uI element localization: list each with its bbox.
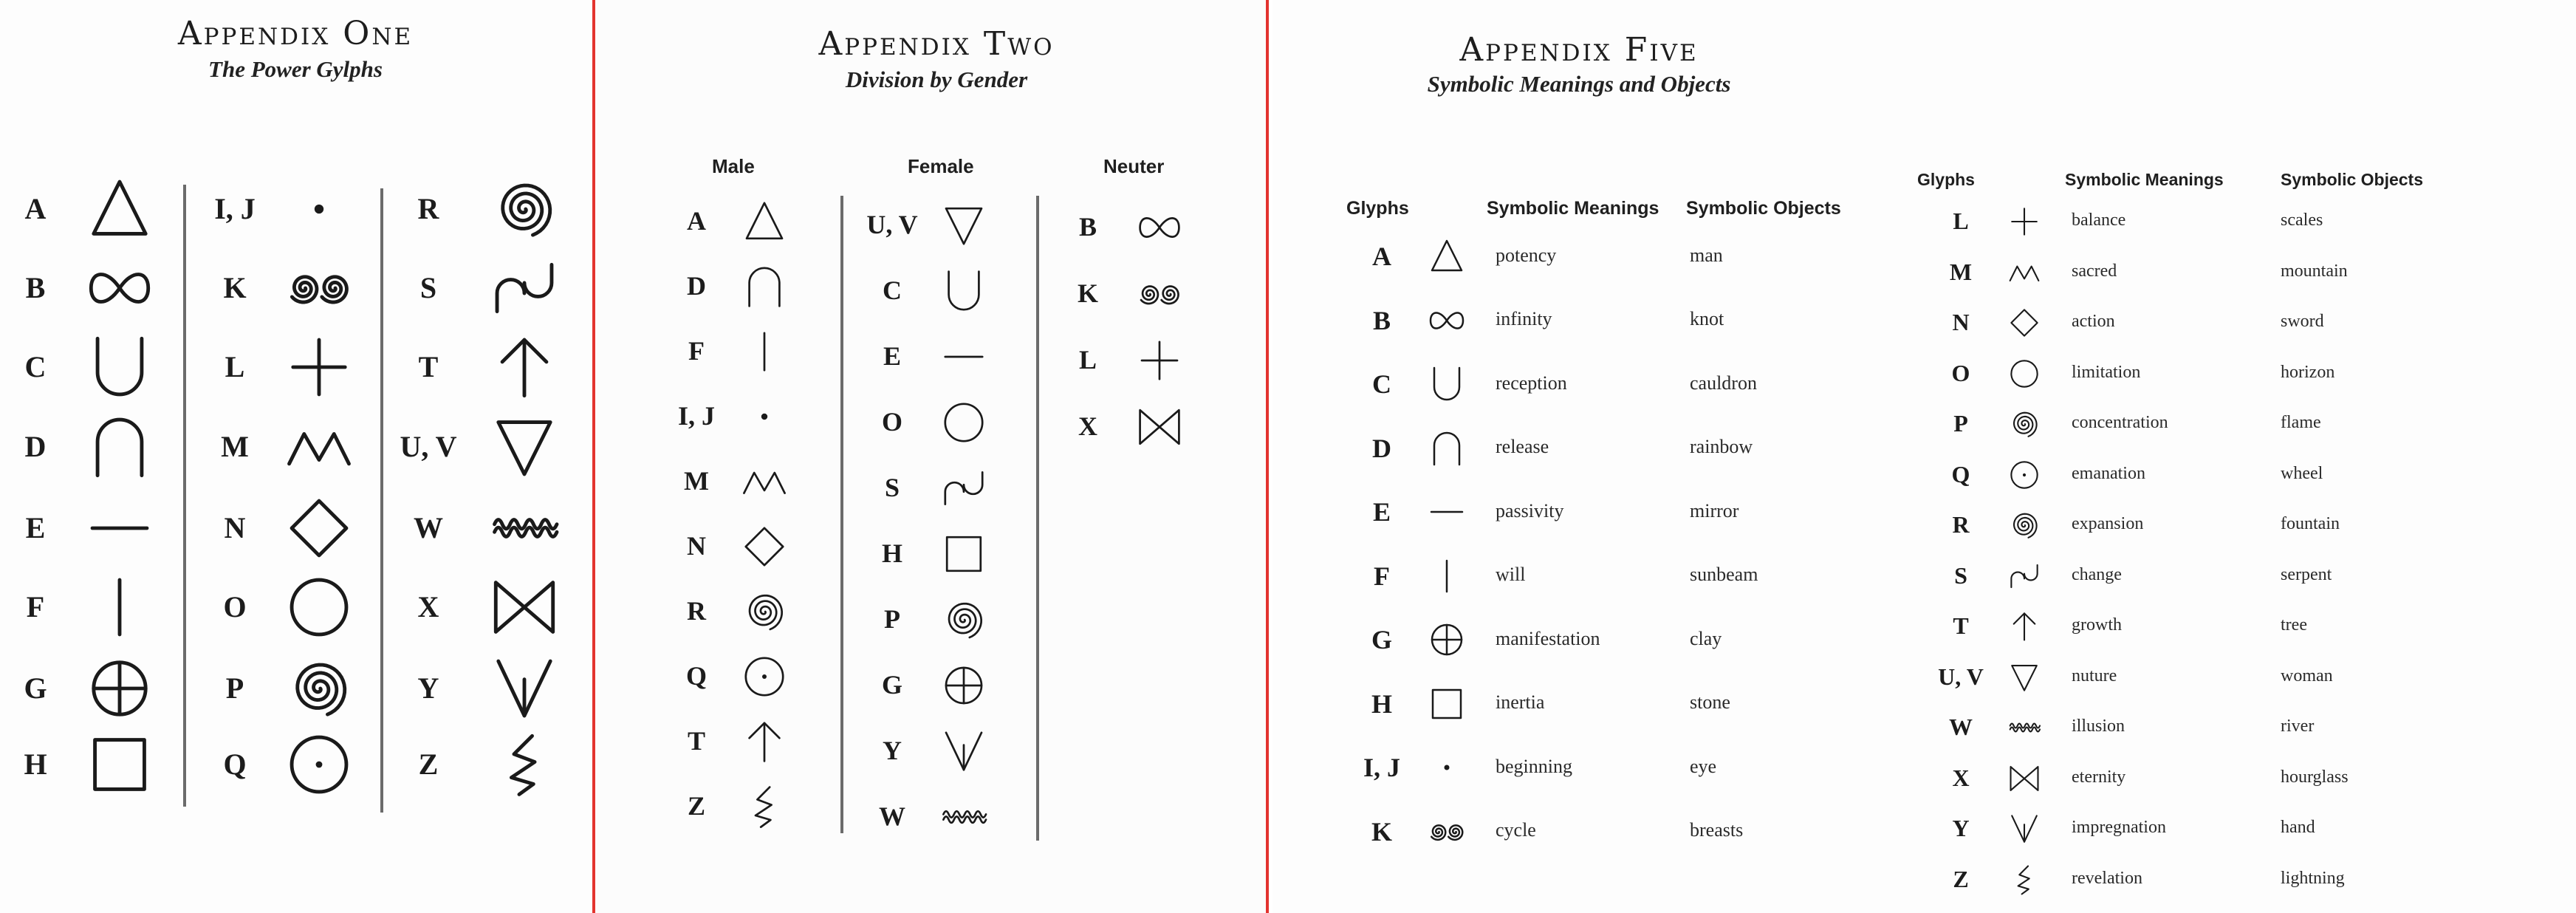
glyph-letter: D <box>687 271 706 301</box>
glyph-letter: I, J <box>677 401 716 431</box>
glyph-letter: N <box>224 511 246 544</box>
s-curve-glyph-icon <box>2009 561 2040 592</box>
glyph-letter: P <box>1953 410 1968 437</box>
bowtie-glyph-icon <box>1137 405 1182 449</box>
arrow-up-glyph-icon <box>492 335 557 400</box>
circle-cross-glyph-icon <box>87 656 152 721</box>
symbolic-meaning: expansion <box>2072 514 2144 534</box>
symbolic-meaning: passivity <box>1496 499 1564 522</box>
appendix-five-title: Appendix Five <box>1459 31 1699 69</box>
glyph-letter: B <box>25 271 46 304</box>
infinity-glyph-icon <box>87 256 152 321</box>
symbolic-meaning: eternity <box>2072 767 2126 787</box>
glyph-letter: T <box>687 726 706 756</box>
symbolic-object: mountain <box>2281 261 2348 281</box>
glyph-letter: D <box>24 430 47 463</box>
glyph-letter: H <box>1371 688 1393 719</box>
glyph-letter: B <box>1372 305 1391 335</box>
dot-glyph-icon <box>287 177 352 242</box>
glyph-letter: W <box>879 801 905 831</box>
appendix-two-subtitle: Division by Gender <box>845 66 1028 92</box>
glyph-letter: M <box>684 466 709 496</box>
infinity-glyph-icon <box>1428 302 1465 339</box>
glyph-letter: C <box>24 350 47 383</box>
glyph-letter: L <box>225 350 245 383</box>
arch-glyph-icon <box>742 264 787 309</box>
cup-glyph-icon <box>87 335 152 400</box>
glyph-letter: E <box>883 341 902 371</box>
arrow-up-glyph-icon <box>2009 611 2040 642</box>
bowtie-glyph-icon <box>492 575 557 640</box>
glyph-letter: M <box>221 430 249 463</box>
symbolic-object: scales <box>2281 211 2323 230</box>
glyph-letter: N <box>1952 309 1970 336</box>
cup-glyph-icon <box>1428 366 1465 403</box>
lightning-glyph-icon <box>2009 864 2040 895</box>
plus-glyph-icon <box>287 335 352 400</box>
appendix-five-panel <box>1272 0 2576 913</box>
triangle-down-glyph-icon <box>942 203 986 247</box>
column-header-glyphs: Glyphs <box>1346 198 1409 219</box>
symbolic-object: lightning <box>2281 868 2345 888</box>
double-spiral-glyph-icon <box>287 256 352 321</box>
symbolic-meaning: potency <box>1496 244 1557 266</box>
symbolic-object: hand <box>2281 818 2315 838</box>
spiral-glyph-icon <box>287 656 352 721</box>
hline-glyph-icon <box>942 335 986 379</box>
symbolic-meaning: growth <box>2072 615 2122 635</box>
symbolic-object: flame <box>2281 413 2321 433</box>
arch-glyph-icon <box>1428 430 1465 467</box>
glyph-letter: S <box>1954 561 1967 589</box>
symbolic-meaning: nuture <box>2072 666 2117 685</box>
glyph-letter: Z <box>418 748 439 781</box>
glyph-letter: Z <box>1953 865 1969 892</box>
square-glyph-icon <box>87 732 152 797</box>
gender-column-heading: Female <box>908 155 974 177</box>
spiral-glyph-icon <box>492 177 557 242</box>
hline-glyph-icon <box>87 496 152 561</box>
fork-glyph-icon <box>2009 813 2040 844</box>
symbolic-meaning: impregnation <box>2072 818 2166 838</box>
panel-divider <box>592 0 595 913</box>
glyph-letter: X <box>1952 764 1970 791</box>
symbolic-object: clay <box>1690 627 1722 649</box>
s-curve-glyph-icon <box>942 466 986 510</box>
symbolic-object: breasts <box>1690 819 1744 841</box>
glyph-letter: H <box>881 538 903 568</box>
column-header-meanings: Symbolic Meanings <box>1487 198 1659 219</box>
glyph-letter: E <box>1372 497 1391 527</box>
column-header-glyphs: Glyphs <box>1917 170 1975 189</box>
arch-glyph-icon <box>87 414 152 479</box>
glyph-letter: C <box>1372 369 1391 400</box>
symbolic-object: stone <box>1690 691 1730 714</box>
circle-glyph-icon <box>2009 358 2040 389</box>
glyph-letter: R <box>687 596 706 626</box>
glyph-letter: M <box>1949 258 1973 285</box>
zigzag-glyph-icon <box>742 459 787 504</box>
zigzag-glyph-icon <box>2009 257 2040 288</box>
symbolic-object: hourglass <box>2281 767 2349 787</box>
spiral-glyph-icon <box>942 598 986 642</box>
glyph-letter: S <box>884 473 900 502</box>
double-spiral-glyph-icon <box>1137 272 1182 316</box>
glyph-letter: X <box>417 590 439 623</box>
triangle-down-glyph-icon <box>492 414 557 479</box>
symbolic-meaning: emanation <box>2072 463 2145 483</box>
triangle-up-glyph-icon <box>87 177 152 242</box>
symbolic-meaning: change <box>2072 564 2122 584</box>
glyph-letter: C <box>883 276 902 305</box>
symbolic-object: sunbeam <box>1690 564 1758 586</box>
symbolic-meaning: balance <box>2072 211 2126 230</box>
panel-divider <box>1266 0 1269 913</box>
fork-glyph-icon <box>492 656 557 721</box>
symbolic-object: knot <box>1690 308 1724 330</box>
glyph-letter: F <box>26 590 45 623</box>
symbolic-object: man <box>1690 244 1723 266</box>
glyph-letter: Q <box>223 748 247 781</box>
column-header-objects: Symbolic Objects <box>2281 170 2424 189</box>
glyph-letter: E <box>25 511 46 544</box>
vline-glyph-icon <box>87 575 152 640</box>
symbolic-object: rainbow <box>1690 436 1753 458</box>
appendix-five-subtitle: Symbolic Meanings and Objects <box>1427 71 1731 97</box>
appendix-one-subtitle: The Power Gylphs <box>208 56 383 82</box>
column-header-meanings: Symbolic Meanings <box>2065 170 2224 189</box>
diamond-glyph-icon <box>287 496 352 561</box>
glyph-letter: P <box>884 604 900 634</box>
glyph-letter: O <box>1951 359 1970 386</box>
glyph-letter: W <box>414 511 443 544</box>
symbolic-meaning: action <box>2072 312 2115 332</box>
dot-glyph-icon <box>742 394 787 439</box>
symbolic-object: mirror <box>1690 499 1739 522</box>
symbolic-meaning: infinity <box>1496 308 1552 330</box>
symbolic-meaning: limitation <box>2072 362 2141 382</box>
circle-cross-glyph-icon <box>942 663 986 708</box>
glyph-letter: I, J <box>214 192 256 225</box>
glyph-letter: K <box>1077 278 1099 308</box>
glyph-letter: B <box>1078 212 1097 242</box>
symbolic-object: river <box>2281 717 2315 736</box>
glyph-letter: G <box>881 670 903 700</box>
glyph-letter: F <box>1374 561 1390 591</box>
column-rule <box>840 196 843 833</box>
symbolic-meaning: revelation <box>2072 868 2142 888</box>
column-rule <box>380 188 383 813</box>
glyph-letter: N <box>687 531 706 561</box>
cup-glyph-icon <box>942 269 986 313</box>
glyph-letter: S <box>419 271 437 304</box>
glyph-letter: G <box>24 671 47 705</box>
glyph-letter: L <box>1953 208 1969 235</box>
circle-dot-glyph-icon <box>287 732 352 797</box>
symbolic-object: cauldron <box>1690 372 1757 394</box>
glyph-letter: Y <box>1952 815 1970 842</box>
glyph-letter: A <box>687 206 706 236</box>
column-rule <box>1036 196 1039 841</box>
symbolic-meaning: cycle <box>1496 819 1536 841</box>
glyph-letter: U, V <box>1938 663 1984 690</box>
triangle-up-glyph-icon <box>1428 238 1465 275</box>
arrow-up-glyph-icon <box>742 719 787 764</box>
column-header-objects: Symbolic Objects <box>1686 198 1841 219</box>
column-rule <box>183 185 186 807</box>
glyph-letter: H <box>24 748 47 781</box>
glyph-letter: Z <box>687 791 706 821</box>
glyph-letter: Y <box>883 736 902 765</box>
vline-glyph-icon <box>742 329 787 374</box>
symbolic-meaning: manifestation <box>1496 627 1600 649</box>
glyph-letter: D <box>1372 433 1391 463</box>
plus-glyph-icon <box>2009 206 2040 237</box>
symbolic-object: wheel <box>2281 463 2323 483</box>
glyph-letter: U, V <box>400 430 457 463</box>
glyph-letter: A <box>24 192 47 225</box>
diamond-glyph-icon <box>2009 307 2040 338</box>
s-curve-glyph-icon <box>492 256 557 321</box>
symbolic-object: horizon <box>2281 362 2335 382</box>
glyph-letter: L <box>1078 345 1097 375</box>
glyph-letter: O <box>223 590 247 623</box>
infinity-glyph-icon <box>1137 205 1182 250</box>
glyph-letter: F <box>688 336 705 366</box>
triangle-up-glyph-icon <box>742 199 787 244</box>
spiral-glyph-icon <box>742 589 787 634</box>
glyph-letter: T <box>1953 612 1969 640</box>
spiral-glyph-icon <box>2009 408 2040 440</box>
symbolic-meaning: release <box>1496 436 1549 458</box>
symbolic-object: eye <box>1690 755 1717 777</box>
symbolic-meaning: illusion <box>2072 717 2125 736</box>
gender-column-heading: Male <box>712 155 755 177</box>
symbolic-meaning: will <box>1496 564 1526 586</box>
vline-glyph-icon <box>1428 558 1465 595</box>
hline-glyph-icon <box>1428 493 1465 530</box>
glyph-letter: O <box>881 407 903 437</box>
appendix-two-panel <box>597 0 1265 913</box>
dot-glyph-icon <box>1428 749 1465 786</box>
square-glyph-icon <box>1428 685 1465 722</box>
fork-glyph-icon <box>942 729 986 773</box>
wave-glyph-icon <box>492 496 557 561</box>
circle-cross-glyph-icon <box>1428 621 1465 658</box>
glyph-letter: R <box>417 192 439 225</box>
glyph-letter: K <box>1371 816 1393 847</box>
double-spiral-glyph-icon <box>1428 813 1465 850</box>
glyph-letter: Q <box>1951 460 1970 488</box>
glyph-letter: R <box>1952 511 1970 538</box>
wave-glyph-icon <box>2009 712 2040 743</box>
glyph-letter: T <box>418 350 439 383</box>
symbolic-object: sword <box>2281 312 2324 332</box>
glyph-letter: K <box>223 271 247 304</box>
circle-glyph-icon <box>287 575 352 640</box>
bowtie-glyph-icon <box>2009 763 2040 794</box>
symbolic-meaning: beginning <box>1496 755 1572 777</box>
plus-glyph-icon <box>1137 338 1182 383</box>
symbolic-object: woman <box>2281 666 2333 685</box>
lightning-glyph-icon <box>492 732 557 797</box>
symbolic-object: fountain <box>2281 514 2340 534</box>
spiral-glyph-icon <box>2009 510 2040 541</box>
glyph-letter: P <box>225 671 244 705</box>
symbolic-object: serpent <box>2281 564 2332 584</box>
diamond-glyph-icon <box>742 524 787 569</box>
symbolic-object: tree <box>2281 615 2307 635</box>
circle-glyph-icon <box>942 400 986 445</box>
glyph-letter: U, V <box>866 210 918 239</box>
glyph-letter: W <box>1949 714 1973 741</box>
symbolic-meaning: inertia <box>1496 691 1545 714</box>
zigzag-glyph-icon <box>287 414 352 479</box>
glyph-letter: Y <box>417 671 439 705</box>
circle-dot-glyph-icon <box>2009 459 2040 490</box>
wave-glyph-icon <box>942 795 986 839</box>
lightning-glyph-icon <box>742 784 787 829</box>
appendix-two-title: Appendix Two <box>818 25 1055 63</box>
glyph-letter: Q <box>685 661 708 691</box>
symbolic-meaning: reception <box>1496 372 1567 394</box>
gender-column-heading: Neuter <box>1103 155 1165 177</box>
circle-dot-glyph-icon <box>742 654 787 699</box>
triangle-down-glyph-icon <box>2009 662 2040 693</box>
glyph-letter: G <box>1371 625 1393 655</box>
glyph-letter: I, J <box>1363 753 1401 783</box>
appendix-one-title: Appendix One <box>177 15 414 52</box>
symbolic-meaning: sacred <box>2072 261 2117 281</box>
glyph-letter: X <box>1078 411 1097 441</box>
square-glyph-icon <box>942 532 986 576</box>
glyph-letter: A <box>1372 242 1391 272</box>
symbolic-meaning: concentration <box>2072 413 2168 433</box>
